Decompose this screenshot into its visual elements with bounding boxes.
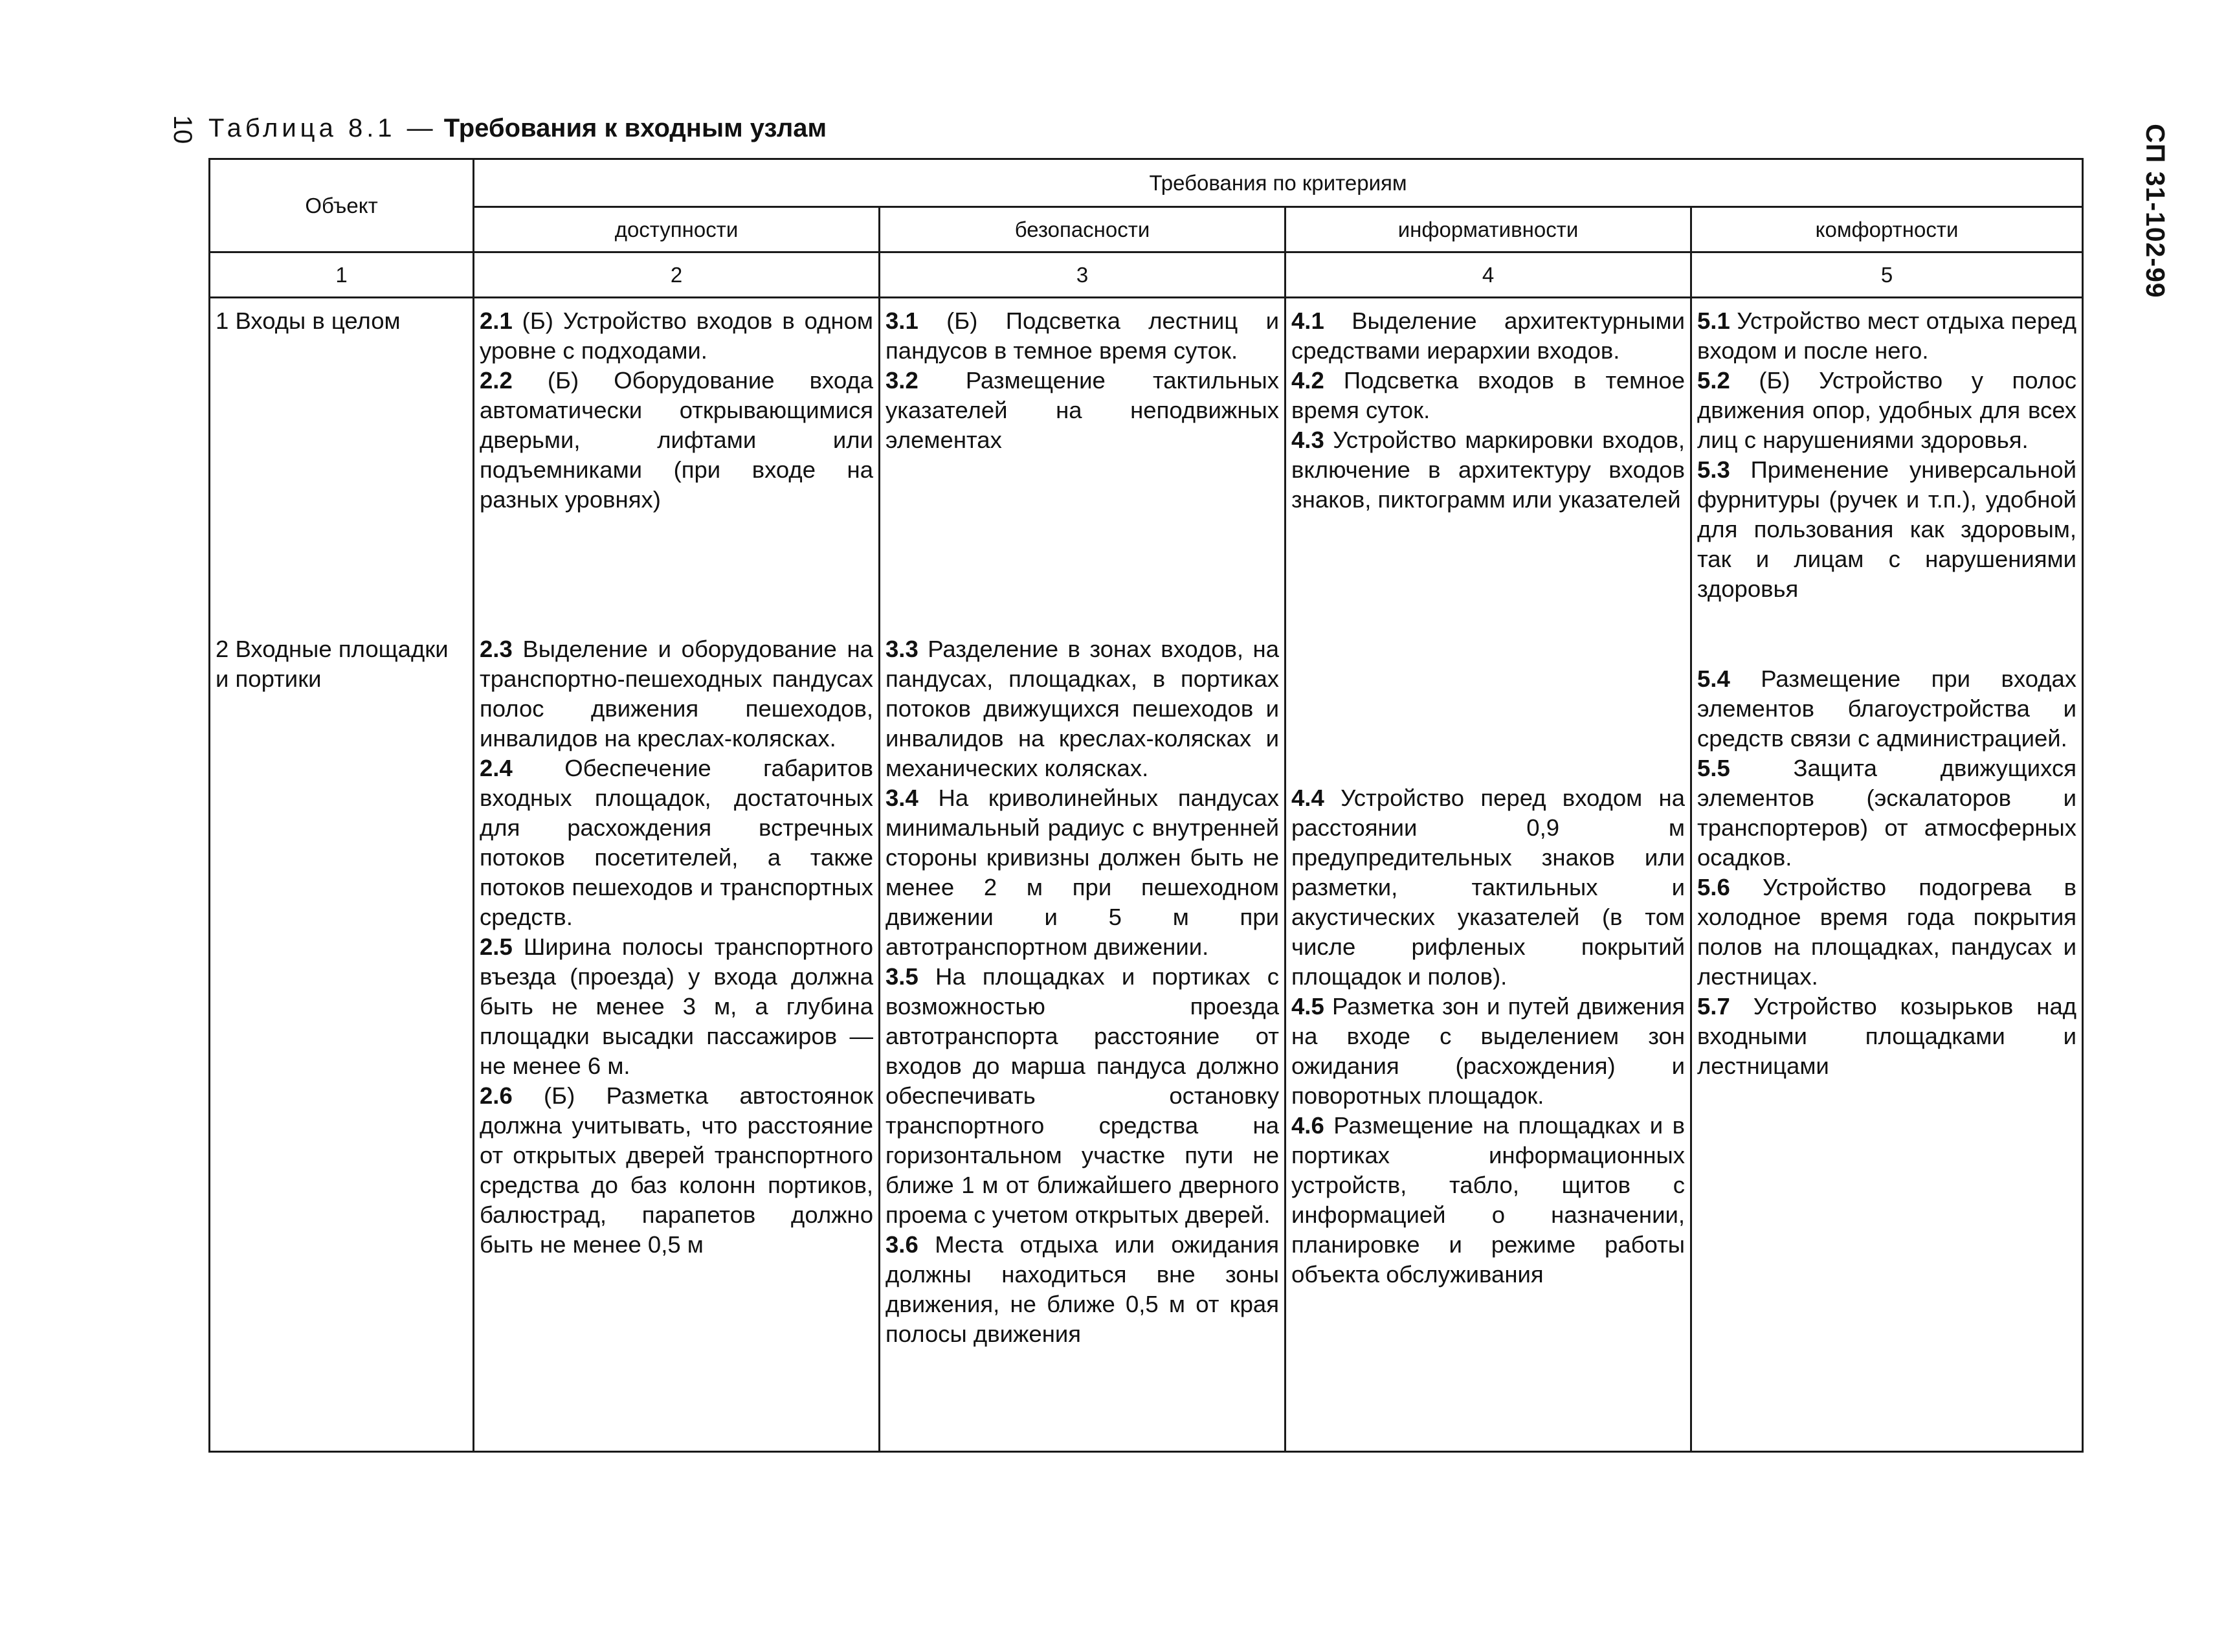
requirement-number: 4.1	[1291, 307, 1324, 334]
document-code: СП 31-102-99	[2141, 124, 2170, 298]
requirement-number: 3.6	[885, 1231, 918, 1258]
requirement-number: 4.4	[1291, 784, 1324, 811]
column-number: 3	[880, 252, 1285, 298]
requirement-text: (Б) Подсветка лестниц и пандусов в темное время суток.	[885, 307, 1279, 364]
safety-cell	[880, 298, 1285, 634]
requirement-item	[1291, 366, 1685, 425]
requirement-number: 5.2	[1697, 367, 1730, 394]
header-informativeness: информативности	[1285, 207, 1691, 252]
informativeness-cell	[1285, 298, 1691, 634]
table-caption-title: Требования к входным узлам	[443, 114, 827, 142]
header-accessibility: доступности	[474, 207, 880, 252]
requirement-number: 2.4	[480, 754, 513, 781]
requirement-item	[885, 634, 1279, 783]
requirement-text: Разделение в зонах входов, на пандусах, площадках, в портиках потоков движущихся пешеходов и инвалидов на креслах-колясках и механических колясках.	[885, 635, 1279, 781]
accessibility-cell	[474, 634, 880, 1452]
requirement-item	[480, 1081, 873, 1260]
requirement-item	[1291, 783, 1685, 992]
informativeness-cell	[1285, 634, 1691, 1452]
requirement-text: Устройство козырьков над входными площадками и лестницами	[1697, 992, 2077, 1079]
requirement-text: Устройство подогрева в холодное время года покрытия полов на площадках, пандусах и лестницах.	[1697, 873, 2077, 990]
requirement-text: (Б) Устройство входов в одном уровне с подходами.	[480, 307, 873, 364]
object-label: 2 Входные площадки и портики	[216, 635, 449, 692]
requirement-item	[885, 306, 1279, 366]
page-number: 10	[168, 115, 197, 144]
requirement-item	[480, 306, 873, 366]
requirement-number: 3.5	[885, 963, 918, 990]
table-caption-prefix: Таблица 8.1 —	[208, 114, 437, 142]
requirement-number: 3.3	[885, 635, 918, 662]
requirement-text: Устройство мест отдыха перед входом и после него.	[1697, 307, 2077, 364]
requirement-item	[1697, 664, 2076, 753]
column-number: 5	[1691, 252, 2083, 298]
requirement-item	[885, 962, 1279, 1230]
requirement-text: Подсветка входов в темное время суток.	[1291, 367, 1685, 423]
column-number: 1	[210, 252, 474, 298]
requirement-item	[1697, 306, 2076, 366]
table-row	[210, 298, 2083, 634]
requirement-item	[480, 634, 873, 753]
requirement-text: Защита движущихся элементов (эскалаторов и транспортеров) от атмосферных осадков.	[1697, 754, 2077, 871]
requirement-text: Выделение архитектурными средствами иерархии входов.	[1291, 307, 1685, 364]
requirement-text: Разметка зон и путей движения на входе с выделением зон ожидания (расхождения) и поворотных площадок.	[1291, 992, 1685, 1109]
requirement-number: 2.5	[480, 933, 513, 960]
requirement-number: 2.2	[480, 367, 513, 394]
requirement-number: 4.5	[1291, 992, 1324, 1020]
requirement-item	[1291, 425, 1685, 515]
requirement-text: Места отдыха или ожидания должны находиться вне зоны движения, не ближе 0,5 м от края полосы движения	[885, 1231, 1279, 1347]
requirement-item	[480, 366, 873, 515]
requirement-number: 3.4	[885, 784, 918, 811]
requirement-number: 5.4	[1697, 665, 1730, 692]
requirements-table	[208, 158, 2084, 1453]
requirement-text: На криволинейных пандусах минимальный радиус с внутренней стороны кривизны должен быть не менее 2 м при пешеходном движении и 5 м при автотранспортном движении.	[885, 784, 1279, 960]
requirement-text: Применение универсальной фурнитуры (ручек и т.п.), удобной для пользования как здоровым, так и лицам с нарушениями здоровья	[1697, 456, 2077, 602]
object-label: 1 Входы в целом	[216, 307, 401, 334]
requirement-item	[1291, 1111, 1685, 1289]
safety-cell	[880, 634, 1285, 1452]
requirement-item	[1697, 455, 2076, 604]
table-caption	[208, 110, 827, 146]
requirement-item	[1697, 873, 2076, 992]
requirement-number: 5.3	[1697, 456, 1730, 483]
requirement-number: 2.3	[480, 635, 513, 662]
header-object: Объект	[210, 159, 474, 252]
requirement-text: (Б) Оборудование входа автоматически открывающимися дверьми, лифтами или подъемниками (при входе на разных уровнях)	[480, 367, 873, 513]
requirement-text: Размещение при входах элементов благоустройства и средств связи с администрацией.	[1697, 665, 2077, 752]
requirement-text: Ширина полосы транспортного въезда (проезда) у входа должна быть не менее 3 м, а глубина площадки высадки пассажиров — не менее 6 м.	[480, 933, 873, 1079]
requirement-text: Устройство перед входом на расстоянии 0,9 м предупредительных знаков или разметки, тактильных и акустических указателей (в том числе рифленых покрытий площадок и полов).	[1291, 784, 1685, 990]
requirement-item	[1291, 306, 1685, 366]
table-row	[210, 634, 2083, 1452]
requirement-item	[1697, 366, 2076, 455]
accessibility-cell	[474, 298, 880, 634]
requirement-number: 5.7	[1697, 992, 1730, 1020]
requirement-number: 5.6	[1697, 873, 1730, 900]
requirement-text: Размещение тактильных указателей на неподвижных элементах	[885, 367, 1279, 453]
requirement-item	[1697, 992, 2076, 1081]
requirement-text: (Б) Разметка автостоянок должна учитывать, что расстояние от открытых дверей транспортного средства до баз колонн портиков, балюстрад, парапетов должно быть не менее 0,5 м	[480, 1082, 873, 1258]
requirement-item	[1291, 992, 1685, 1111]
comfort-cell	[1691, 298, 2083, 634]
object-cell	[210, 634, 474, 1452]
header-comfort: комфортности	[1691, 207, 2083, 252]
object-cell	[210, 298, 474, 634]
requirement-number: 5.5	[1697, 754, 1730, 781]
requirement-item	[885, 366, 1279, 455]
requirement-number: 3.1	[885, 307, 918, 334]
header-safety: безопасности	[880, 207, 1285, 252]
requirement-text: Размещение на площадках и в портиках информационных устройств, табло, щитов с информацией о назначении, планировке и режиме работы объекта обслуживания	[1291, 1111, 1685, 1288]
requirement-number: 5.1	[1697, 307, 1730, 334]
requirement-text: На площадках и портиках с возможностью проезда автотранспорта расстояние от входов до марша пандуса должно обеспечивать остановку транспортного средства на горизонтальном участке пути не ближе 1 м от ближайшего дверного проема с учетом открытых дверей.	[885, 963, 1279, 1228]
requirement-number: 4.2	[1291, 367, 1324, 394]
requirement-number: 4.3	[1291, 427, 1324, 453]
requirement-item	[1697, 753, 2076, 873]
requirement-item	[480, 932, 873, 1081]
column-number: 4	[1285, 252, 1691, 298]
requirement-text: Устройство маркировки входов, включение в архитектуру входов знаков, пиктограмм или указателей	[1291, 427, 1685, 513]
comfort-cell	[1691, 634, 2083, 1452]
requirement-text: Обеспечение габаритов входных площадок, достаточных для расхождения встречных потоков посетителей, а также потоков пешеходов и транспортных средств.	[480, 754, 873, 930]
requirement-text: (Б) Устройство у полос движения опор, удобных для всех лиц с нарушениями здоровья.	[1697, 367, 2077, 453]
header-criteria-group: Требования по критериям	[474, 159, 2083, 207]
requirement-number: 3.2	[885, 367, 918, 394]
requirement-item	[885, 783, 1279, 962]
requirement-text: Выделение и оборудование на транспортно-пешеходных пандусах полос движения пешеходов, инвалидов на креслах-колясках.	[480, 635, 873, 752]
column-number: 2	[474, 252, 880, 298]
requirement-number: 4.6	[1291, 1111, 1324, 1139]
requirement-item	[885, 1230, 1279, 1349]
requirement-number: 2.1	[480, 307, 513, 334]
requirement-number: 2.6	[480, 1082, 513, 1109]
requirement-item	[480, 753, 873, 932]
